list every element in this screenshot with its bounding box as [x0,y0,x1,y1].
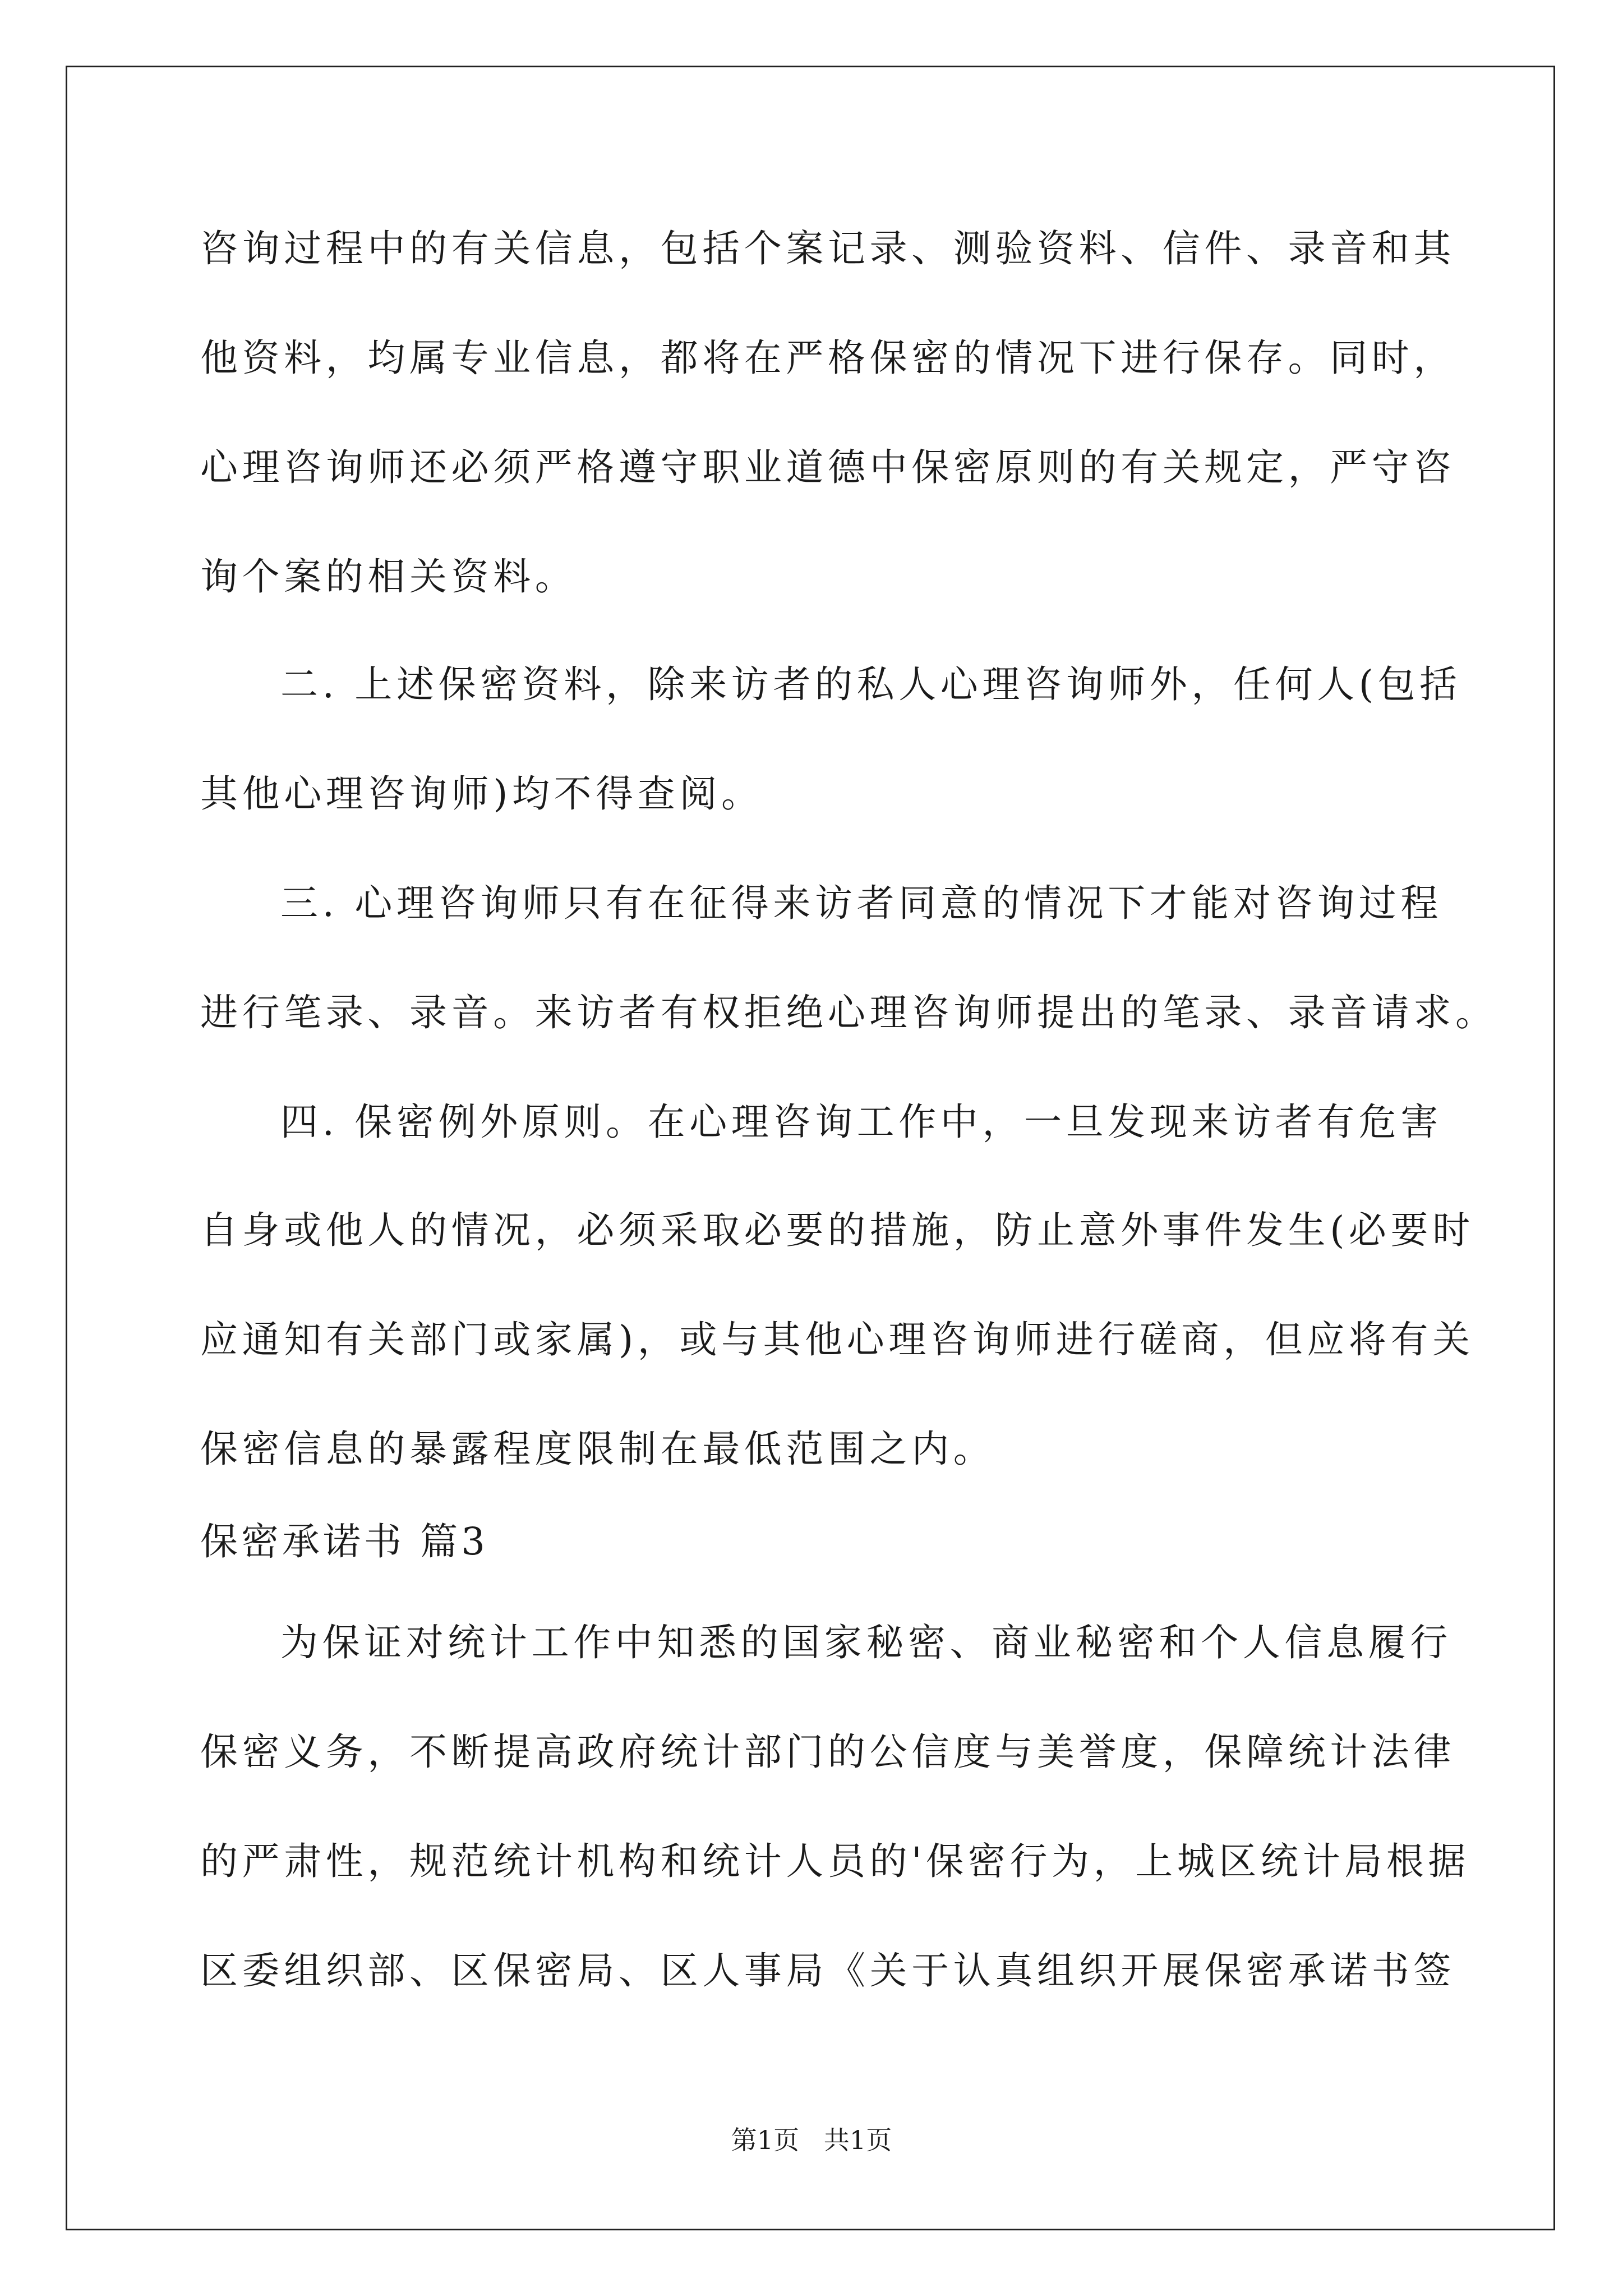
body-text-line: 保密信息的暴露程度限制在最低范围之内。 [200,1427,995,1471]
body-text-line: 区委组织部、区保密局、区人事局《关于认真组织开展保密承诺书签 [200,1949,1455,1993]
body-text-line: 的严肃性，规范统计机构和统计人员的'保密行为，上城区统计局根据 [200,1839,1470,1883]
section-heading: 保密承诺书 篇3 [200,1520,488,1563]
page-frame [66,66,1555,2230]
body-text-line: 应通知有关部门或家属)，或与其他心理咨询师进行磋商，但应将有关 [200,1318,1474,1361]
body-text-line: 心理咨询师还必须严格遵守职业道德中保密原则的有关规定，严守咨 [200,445,1455,489]
body-text-line: 自身或他人的情况，必须采取必要的措施，防止意外事件发生(必要时 [200,1208,1474,1252]
section-paragraph-first-line: 为保证对统计工作中知悉的国家秘密、商业秘密和个人信息履行 [280,1621,1452,1664]
body-text-line: 他资料，均属专业信息，都将在严格保密的情况下进行保存。同时， [200,336,1455,380]
body-text-line: 其他心理咨询师)均不得查阅。 [200,772,763,816]
body-text-line: 保密义务，不断提高政府统计部门的公信度与美誉度，保障统计法律 [200,1730,1455,1774]
clause-four-first-line: 四. 保密例外原则。在心理咨询工作中，一旦发现来访者有危害 [280,1100,1442,1144]
clause-two-first-line: 二. 上述保密资料，除来访者的私人心理咨询师外，任何人(包括 [280,662,1461,706]
clause-three-first-line: 三. 心理咨询师只有在征得来访者同意的情况下才能对咨询过程 [280,881,1442,925]
page-number-footer: 第1页 共1页 [731,2125,892,2155]
body-text-line: 询个案的相关资料。 [200,555,577,599]
body-text-line: 咨询过程中的有关信息，包括个案记录、测验资料、信件、录音和其 [200,227,1455,270]
body-text-line: 进行笔录、录音。来访者有权拒绝心理咨询师提出的笔录、录音请求。 [200,991,1497,1034]
